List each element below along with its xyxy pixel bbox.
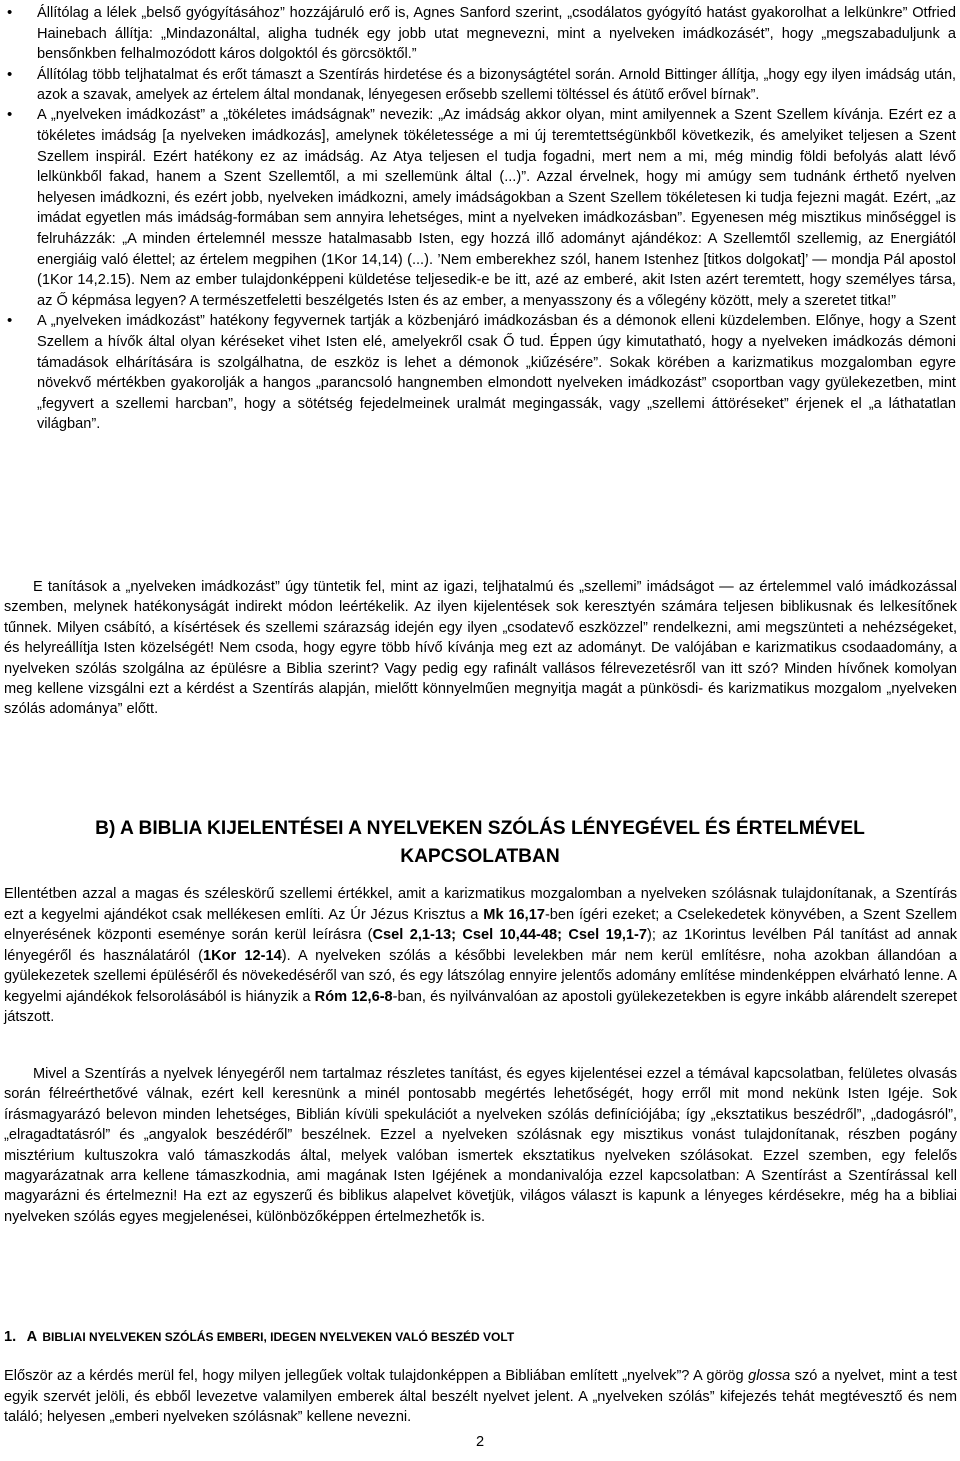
bullet-item-perfect-prayer: • A „nyelveken imádkozást” a „tökéletes imádságnak” nevezik: „Az imádság akkor olyan, mint amilyennek a Szent Szellem kívánja. Ezért ez a tökéletes imádság [a nyelveken imádkozás], amelynek tökéletessége a mi új teremtettségünkből következik, és amelyiket teljesen a Szent Szellem inspirál. Ezért hatékony ez az imádság. Az Atya teljesen el tudja fogadni, mert nem a mi, még mindig földi befolyás alatt lévő lelkünkből fakad, hanem a Szent Szellemtől, a mi szellemünk által (...)”. Azzal érvelnek, hogy mi amúgy sem tudnánk érthető nyelven helyesen imádkozni, és ezért jobb, nyelveken imádkozni, amely imádságokban a Szent Szellem tökéletesen ki tudja fejezni magát. Ezért, „az imádat egyetlen más imádság-formában sem annyira lehetséges, mint a nyelveken imádkozásban”. Egyenesen még misztikus minőséggel is felruházzák: „A minden értelemnél messze hatalmasabb Isten, egy hozzá illő adományt ajándékoz: A Szellemtől szellemig, az Energiától energiáig való élettel; az értelem megpihen (1Kor 14,14) (...). ’Nem emberekhez szól, hanem Istenhez [titkos dolgokat]’ ― mondja Pál apostol (1Kor 14,2.15). Nem az ember tulajdonképpeni küldetése teljesedik-e be itt, azé az emberé, akit Isten azért teremtett, hogy személyes társa, az Ő képmása legyen? A természetfeletti beszélgetés Isten és az ember, a menyasszony és a vőlegény között, mely a szeretet titka!”: [0, 105, 960, 311]
section-heading-line-1: B) A BIBLIA KIJELENTÉSEI A NYELVEKEN SZÓLÁS LÉNYEGÉVEL ÉS ÉRTELMÉVEL: [95, 818, 865, 839]
subsection-title: BIBLIAI NYELVEKEN SZÓLÁS EMBERI, IDEGEN NYELVEKEN VALÓ BESZÉD VOLT: [42, 1330, 515, 1344]
text-run: Ellentétben azzal a magas és széleskörű szellemi értékkel, amit a karizmatikus mozgalomban a nyelveken szólásnak tulajdonítanak, a Szentírás ezt a kegyelmi ajándékot csak mellékesen említi. Az Úr Jézus Krisztus a: [4, 886, 957, 923]
scripture-reference-mark: Mk 16,17: [483, 906, 545, 923]
text-run: -ben ígéri ezeket; a Cselekedetek könyvében, a Szent Szellem elnyerésének központi eseménye során kerül leírásra (: [4, 906, 957, 943]
subsection-paragraph: [4, 1366, 957, 1428]
scripture-reference-romans: Róm 12,6-8: [314, 988, 393, 1005]
greek-term: glossa: [748, 1368, 791, 1384]
text-run: -ban, és nyilvánvalóan az apostoli gyülekezetekben is egyre inkább alárendelt szerepet játszott.: [4, 988, 957, 1025]
scripture-reference-corinthians: 1Kor 12-14: [202, 947, 282, 964]
section-paragraph-2: Mivel a Szentírás a nyelvek lényegéről nem tartalmaz részletes tanítást, és egyes kijelentései ezzel a témával kapcsolatban, felületes olvasás során félreérthetővé válnak, ezért kell keresnünk a minél pontosabb megértés lehetőségét, hogy erről mit mond nekünk Isten Igéje. Sok írásmagyarázó belevon minden lehetséges, Biblián kívüli spekulációt a nyelveken szólás definíciójába; így „eksztatikus beszédről”, „dadogásról”, „elragadtatásról” és „angyalok beszédéről” beszélnek. Ezzel a nyelveken szólásnak egy misztikus vonást tulajdonítanak, részben pogány misztérium kultuszokra való támaszkodás által, melyek valóban ismertek eksztatikus nyelveken szólásokat. Ezzel szemben, egy felelős magyarázatnak arra kellene támaszkodnia, ami magának Isten Igéjének a mondanivalója ezzel kapcsolatban: A Szentírást a Szentírással kell magyarázni és értelmezni! Ha ezt az egyszerű és biblikus alapelvet követjük, világos választ is kapunk a lényeges kérdésekre, még ha a bibliai nyelveken szólás egyes megjelenései, különbözőképpen értelmezhetők is.: [4, 1066, 957, 1225]
section-paragraph-1: [4, 884, 957, 1028]
scripture-reference-acts: Csel 2,1-13; Csel 10,44-48; Csel 19,1-7: [372, 927, 647, 943]
text-run: ). A nyelveken szólás a későbbi levelekben már nem kerül említésre, noha azokban állandóan a gyülekezetek szellemi épüléséről és növekedéséről van szó, és egy látszólag ennyire jelentős adomány említése mindenképpen elvárható lenne. A kegyelmi ajándékok felsorolásából is hiányzik a: [4, 947, 957, 1005]
text-run: szó a nyelvet, mint a test egyik szervét jelöli, és ebből levezetve valamilyen emberek által beszélt nyelvet jelent. A „nyelveken szólás” kifejezés tehát megtévesztő és nem találó; helyesen „emberi nyelveken szólásnak” kellene nevezni.: [4, 1368, 957, 1425]
bullet-item-inner-healing: • Állítólag a lélek „belső gyógyításához” hozzájáruló erő is, Agnes Sanford szerint, „csodálatos gyógyító hatást gyakorolhat a lelkünkre” Otfried Hainebach állítja: „Mindazonáltal, aligha tudnék egy jobb utat megnevezni, mint a nyelveken imádkozásét”, hogy „megszabaduljunk a bensőnkben felhalmozódott káros dolgoktól és görcsöktől.”: [0, 3, 960, 65]
subsection-first-letter: A: [26, 1329, 38, 1345]
section-heading-line-2: KAPCSOLATBAN: [400, 846, 560, 867]
claims-bullet-list: [0, 0, 960, 435]
text-run: Először az a kérdés merül fel, hogy milyen jellegűek voltak tulajdonképpen a Bibliában említett „nyelvek”? A görög: [4, 1368, 749, 1384]
bullet-item-authority: • Állítólag több teljhatalmat és erőt támaszt a Szentírás hirdetése és a bizonyságtétel során. Arnold Bittinger állítja, „hogy egy ilyen imádság után, azok a szavak, amelyek az értelem által mondanak, lényegesen erősebb szellemi töltéssel és átütő erővel bírnak”.: [0, 65, 960, 106]
subsection-number: 1.: [4, 1329, 17, 1345]
intro-paragraph: E tanítások a „nyelveken imádkozást” úgy tüntetik fel, mint az igazi, teljhatalmú és „szellemi” imádságot ― az értelemmel való imádkozással szemben, melynek hatékonyságát indirekt módon leértékelik. Az ilyen kijelentések sok keresztyén számára teljesen biblikusnak és lelkesítőnek tűnnek. Milyen csábító, a kísértések és szellemi szárazság idején egy ilyen „csodatevő eszközzel” rendelkezni, ami megszünteti a nehézségeket, és helyreállítja Isten közelségét! Nem csoda, hogy egyre több hívő kívánja meg ezt az adományt. De valójában e karizmatikus csodaadomány, a nyelveken szólás szolgálna az épülésre a Biblia szerint? Vagy pedig egy rafinált vallásos félrevezetésről van itt szó? Minden hívőnek komolyan meg kellene vizsgálni ezt a kérdést a Szentírás alapján, mielőtt könnyelműen megnyitja magát a pünkösdi- és karizmatikus mozgalom „nyelveken szólás adománya” előtt.: [4, 579, 957, 718]
bullet-item-spiritual-weapon: • A „nyelveken imádkozást” hatékony fegyvernek tartják a közbenjáró imádkozásban és a démonok elleni küzdelemben. Előnye, hogy a Szent Szellem a hívők által olyan kéréseket vihet Isten elé, amelyekről csak Ő tud. Éppen úgy kimutatható, hogy a nyelveken imádkozás démoni támadások elhárítására is szolgálhatna, de eszköz is lehet a démonok „kiűzésére”. Sokak körében a karizmatikus mozgalomban egyre növekvő mértékben gyakorolják a hangos „parancsoló hangnemben elmondott nyelveken imádkozást” csoportban vagy gyülekezetben, mint „fegyvert a szellemi harcban”, hogy a sötétség fejedelmeinek uralmát megingassák, vagy „szellemi áttöréseket” érjenek el „a láthatatlan világban”.: [0, 311, 960, 435]
page-number: 2: [475, 1434, 485, 1450]
subsection-heading: [4, 1324, 514, 1346]
text-run: ); az 1Korintus levélben Pál tanítást ad annak lényegéről és használatáról (: [4, 927, 957, 964]
section-heading: [0, 815, 960, 871]
